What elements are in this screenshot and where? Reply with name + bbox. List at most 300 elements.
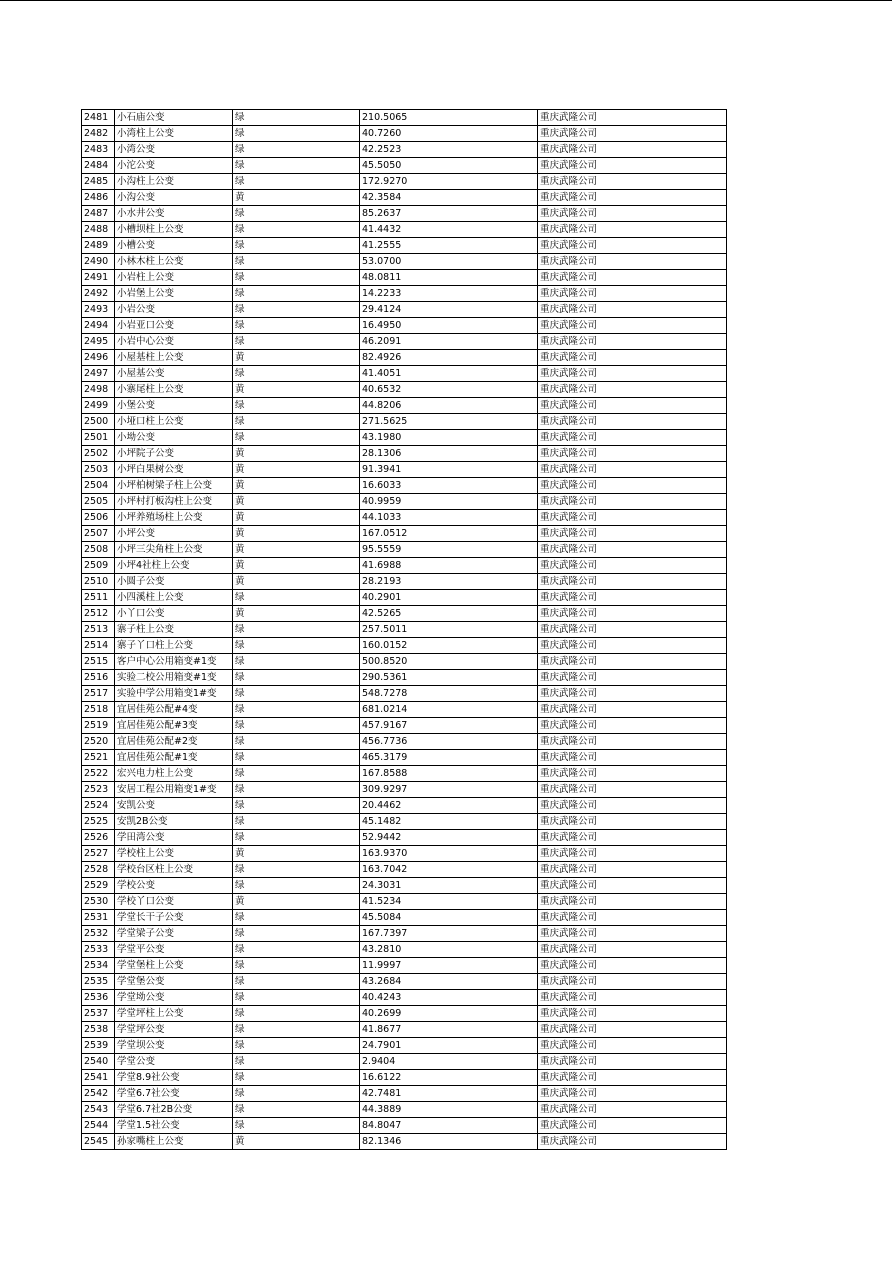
row-number-cell: 2528 xyxy=(82,862,115,878)
row-number-cell: 2506 xyxy=(82,510,115,526)
value-cell: 2.9404 xyxy=(360,1054,538,1070)
table-row xyxy=(82,990,727,1006)
transformer-name-cell: 小丫口公变 xyxy=(115,606,233,622)
row-number-cell: 2530 xyxy=(82,894,115,910)
status-color-cell: 绿 xyxy=(233,1022,360,1038)
table-row xyxy=(82,958,727,974)
row-number-cell: 2533 xyxy=(82,942,115,958)
status-color-cell: 绿 xyxy=(233,638,360,654)
table-row xyxy=(82,942,727,958)
table-row xyxy=(82,894,727,910)
row-number-cell: 2523 xyxy=(82,782,115,798)
status-color-cell: 绿 xyxy=(233,270,360,286)
row-number-cell: 2502 xyxy=(82,446,115,462)
company-cell: 重庆武隆公司 xyxy=(538,494,727,510)
row-number-cell: 2513 xyxy=(82,622,115,638)
value-cell: 43.2684 xyxy=(360,974,538,990)
transformer-name-cell: 客户中心公用箱变#1变 xyxy=(115,654,233,670)
company-cell: 重庆武隆公司 xyxy=(538,526,727,542)
table-row xyxy=(82,334,727,350)
value-cell: 500.8520 xyxy=(360,654,538,670)
row-number-cell: 2496 xyxy=(82,350,115,366)
status-color-cell: 绿 xyxy=(233,974,360,990)
value-cell: 41.5234 xyxy=(360,894,538,910)
status-color-cell: 绿 xyxy=(233,830,360,846)
table-row xyxy=(82,286,727,302)
transformer-name-cell: 寨子丫口柱上公变 xyxy=(115,638,233,654)
company-cell: 重庆武隆公司 xyxy=(538,222,727,238)
value-cell: 82.1346 xyxy=(360,1134,538,1150)
company-cell: 重庆武隆公司 xyxy=(538,702,727,718)
company-cell: 重庆武隆公司 xyxy=(538,766,727,782)
company-cell: 重庆武隆公司 xyxy=(538,318,727,334)
company-cell: 重庆武隆公司 xyxy=(538,974,727,990)
status-color-cell: 绿 xyxy=(233,238,360,254)
transformer-name-cell: 宏兴电力柱上公变 xyxy=(115,766,233,782)
table-row xyxy=(82,238,727,254)
status-color-cell: 绿 xyxy=(233,398,360,414)
transformer-name-cell: 学堂6.7社2B公变 xyxy=(115,1102,233,1118)
row-number-cell: 2492 xyxy=(82,286,115,302)
company-cell: 重庆武隆公司 xyxy=(538,926,727,942)
value-cell: 45.5050 xyxy=(360,158,538,174)
transformer-name-cell: 宜居佳苑公配#3变 xyxy=(115,718,233,734)
status-color-cell: 黄 xyxy=(233,446,360,462)
row-number-cell: 2485 xyxy=(82,174,115,190)
value-cell: 20.4462 xyxy=(360,798,538,814)
value-cell: 46.2091 xyxy=(360,334,538,350)
company-cell: 重庆武隆公司 xyxy=(538,750,727,766)
status-color-cell: 绿 xyxy=(233,622,360,638)
row-number-cell: 2486 xyxy=(82,190,115,206)
status-color-cell: 绿 xyxy=(233,590,360,606)
row-number-cell: 2495 xyxy=(82,334,115,350)
value-cell: 210.5065 xyxy=(360,110,538,126)
status-color-cell: 绿 xyxy=(233,750,360,766)
row-number-cell: 2501 xyxy=(82,430,115,446)
value-cell: 28.1306 xyxy=(360,446,538,462)
value-cell: 167.7397 xyxy=(360,926,538,942)
company-cell: 重庆武隆公司 xyxy=(538,1086,727,1102)
value-cell: 28.2193 xyxy=(360,574,538,590)
transformer-name-cell: 小岩亚口公变 xyxy=(115,318,233,334)
transformer-name-cell: 学堂长干子公变 xyxy=(115,910,233,926)
transformer-name-cell: 小坪柏树梁子柱上公变 xyxy=(115,478,233,494)
status-color-cell: 绿 xyxy=(233,910,360,926)
company-cell: 重庆武隆公司 xyxy=(538,302,727,318)
row-number-cell: 2484 xyxy=(82,158,115,174)
table-row xyxy=(82,542,727,558)
table-row xyxy=(82,766,727,782)
table-row xyxy=(82,190,727,206)
status-color-cell: 绿 xyxy=(233,670,360,686)
row-number-cell: 2508 xyxy=(82,542,115,558)
transformer-name-cell: 小沟公变 xyxy=(115,190,233,206)
status-color-cell: 绿 xyxy=(233,734,360,750)
row-number-cell: 2482 xyxy=(82,126,115,142)
transformer-name-cell: 小湾柱上公变 xyxy=(115,126,233,142)
transformer-name-cell: 小岩公变 xyxy=(115,302,233,318)
transformer-name-cell: 小坪三尖角柱上公变 xyxy=(115,542,233,558)
value-cell: 42.3584 xyxy=(360,190,538,206)
value-cell: 548.7278 xyxy=(360,686,538,702)
status-color-cell: 黄 xyxy=(233,574,360,590)
row-number-cell: 2531 xyxy=(82,910,115,926)
table-row xyxy=(82,350,727,366)
company-cell: 重庆武隆公司 xyxy=(538,238,727,254)
status-color-cell: 黄 xyxy=(233,478,360,494)
value-cell: 16.4950 xyxy=(360,318,538,334)
row-number-cell: 2535 xyxy=(82,974,115,990)
company-cell: 重庆武隆公司 xyxy=(538,606,727,622)
company-cell: 重庆武隆公司 xyxy=(538,734,727,750)
status-color-cell: 绿 xyxy=(233,926,360,942)
transformer-name-cell: 小屋基公变 xyxy=(115,366,233,382)
transformer-name-cell: 小槽坝柱上公变 xyxy=(115,222,233,238)
row-number-cell: 2521 xyxy=(82,750,115,766)
company-cell: 重庆武隆公司 xyxy=(538,1054,727,1070)
row-number-cell: 2518 xyxy=(82,702,115,718)
value-cell: 24.7901 xyxy=(360,1038,538,1054)
table-row xyxy=(82,670,727,686)
status-color-cell: 黄 xyxy=(233,526,360,542)
table-row xyxy=(82,302,727,318)
table-body xyxy=(82,110,727,1150)
transformer-name-cell: 小堡公变 xyxy=(115,398,233,414)
value-cell: 45.5084 xyxy=(360,910,538,926)
company-cell: 重庆武隆公司 xyxy=(538,894,727,910)
status-color-cell: 绿 xyxy=(233,990,360,1006)
value-cell: 44.8206 xyxy=(360,398,538,414)
table-row xyxy=(82,974,727,990)
value-cell: 42.5265 xyxy=(360,606,538,622)
value-cell: 45.1482 xyxy=(360,814,538,830)
table-row xyxy=(82,142,727,158)
status-color-cell: 绿 xyxy=(233,814,360,830)
value-cell: 41.8677 xyxy=(360,1022,538,1038)
status-color-cell: 黄 xyxy=(233,558,360,574)
value-cell: 42.2523 xyxy=(360,142,538,158)
company-cell: 重庆武隆公司 xyxy=(538,110,727,126)
company-cell: 重庆武隆公司 xyxy=(538,910,727,926)
row-number-cell: 2541 xyxy=(82,1070,115,1086)
company-cell: 重庆武隆公司 xyxy=(538,814,727,830)
table-row xyxy=(82,926,727,942)
table-row xyxy=(82,462,727,478)
table-row xyxy=(82,734,727,750)
table-row xyxy=(82,206,727,222)
company-cell: 重庆武隆公司 xyxy=(538,350,727,366)
status-color-cell: 绿 xyxy=(233,126,360,142)
table-row xyxy=(82,1102,727,1118)
transformer-name-cell: 小沱公变 xyxy=(115,158,233,174)
row-number-cell: 2504 xyxy=(82,478,115,494)
value-cell: 43.1980 xyxy=(360,430,538,446)
status-color-cell: 绿 xyxy=(233,222,360,238)
value-cell: 16.6122 xyxy=(360,1070,538,1086)
value-cell: 41.4432 xyxy=(360,222,538,238)
table-row xyxy=(82,382,727,398)
transformer-name-cell: 孙家嘴柱上公变 xyxy=(115,1134,233,1150)
value-cell: 11.9997 xyxy=(360,958,538,974)
transformer-name-cell: 小坪白果树公变 xyxy=(115,462,233,478)
company-cell: 重庆武隆公司 xyxy=(538,174,727,190)
status-color-cell: 黄 xyxy=(233,350,360,366)
company-cell: 重庆武隆公司 xyxy=(538,622,727,638)
row-number-cell: 2527 xyxy=(82,846,115,862)
row-number-cell: 2497 xyxy=(82,366,115,382)
table-row xyxy=(82,686,727,702)
status-color-cell: 黄 xyxy=(233,846,360,862)
page-top-rule xyxy=(0,0,892,1)
row-number-cell: 2517 xyxy=(82,686,115,702)
company-cell: 重庆武隆公司 xyxy=(538,574,727,590)
value-cell: 95.5559 xyxy=(360,542,538,558)
status-color-cell: 绿 xyxy=(233,430,360,446)
transformer-name-cell: 学校公变 xyxy=(115,878,233,894)
table-row xyxy=(82,750,727,766)
transformer-name-cell: 学校台区柱上公变 xyxy=(115,862,233,878)
company-cell: 重庆武隆公司 xyxy=(538,654,727,670)
row-number-cell: 2498 xyxy=(82,382,115,398)
row-number-cell: 2539 xyxy=(82,1038,115,1054)
status-color-cell: 绿 xyxy=(233,958,360,974)
status-color-cell: 绿 xyxy=(233,366,360,382)
table-row xyxy=(82,606,727,622)
transformer-name-cell: 小垭口柱上公变 xyxy=(115,414,233,430)
value-cell: 465.3179 xyxy=(360,750,538,766)
company-cell: 重庆武隆公司 xyxy=(538,718,727,734)
value-cell: 16.6033 xyxy=(360,478,538,494)
status-color-cell: 绿 xyxy=(233,334,360,350)
transformer-name-cell: 安凯2B公变 xyxy=(115,814,233,830)
status-color-cell: 黄 xyxy=(233,510,360,526)
table-row xyxy=(82,782,727,798)
row-number-cell: 2534 xyxy=(82,958,115,974)
table-row xyxy=(82,862,727,878)
table-row xyxy=(82,702,727,718)
row-number-cell: 2522 xyxy=(82,766,115,782)
table-row xyxy=(82,1054,727,1070)
status-color-cell: 绿 xyxy=(233,318,360,334)
status-color-cell: 绿 xyxy=(233,702,360,718)
table-row xyxy=(82,430,727,446)
company-cell: 重庆武隆公司 xyxy=(538,126,727,142)
status-color-cell: 绿 xyxy=(233,1070,360,1086)
row-number-cell: 2538 xyxy=(82,1022,115,1038)
value-cell: 257.5011 xyxy=(360,622,538,638)
table-row xyxy=(82,510,727,526)
row-number-cell: 2481 xyxy=(82,110,115,126)
status-color-cell: 绿 xyxy=(233,862,360,878)
row-number-cell: 2515 xyxy=(82,654,115,670)
value-cell: 43.2810 xyxy=(360,942,538,958)
company-cell: 重庆武隆公司 xyxy=(538,830,727,846)
value-cell: 163.9370 xyxy=(360,846,538,862)
company-cell: 重庆武隆公司 xyxy=(538,142,727,158)
status-color-cell: 绿 xyxy=(233,878,360,894)
company-cell: 重庆武隆公司 xyxy=(538,478,727,494)
company-cell: 重庆武隆公司 xyxy=(538,1070,727,1086)
transformer-name-cell: 小沟柱上公变 xyxy=(115,174,233,190)
row-number-cell: 2487 xyxy=(82,206,115,222)
row-number-cell: 2529 xyxy=(82,878,115,894)
company-cell: 重庆武隆公司 xyxy=(538,558,727,574)
value-cell: 82.4926 xyxy=(360,350,538,366)
table-row xyxy=(82,1038,727,1054)
transformer-name-cell: 学堂公变 xyxy=(115,1054,233,1070)
company-cell: 重庆武隆公司 xyxy=(538,942,727,958)
table-row xyxy=(82,1134,727,1150)
table-row xyxy=(82,846,727,862)
transformer-name-cell: 小坪村打板沟柱上公变 xyxy=(115,494,233,510)
company-cell: 重庆武隆公司 xyxy=(538,190,727,206)
transformer-name-cell: 学田湾公变 xyxy=(115,830,233,846)
transformer-name-cell: 小屋基柱上公变 xyxy=(115,350,233,366)
status-color-cell: 绿 xyxy=(233,782,360,798)
table-row xyxy=(82,110,727,126)
transformer-name-cell: 学堂8.9社公变 xyxy=(115,1070,233,1086)
transformer-name-cell: 小圆子公变 xyxy=(115,574,233,590)
value-cell: 91.3941 xyxy=(360,462,538,478)
row-number-cell: 2525 xyxy=(82,814,115,830)
company-cell: 重庆武隆公司 xyxy=(538,670,727,686)
row-number-cell: 2519 xyxy=(82,718,115,734)
transformer-name-cell: 学堂坪公变 xyxy=(115,1022,233,1038)
value-cell: 681.0214 xyxy=(360,702,538,718)
value-cell: 172.9270 xyxy=(360,174,538,190)
row-number-cell: 2532 xyxy=(82,926,115,942)
company-cell: 重庆武隆公司 xyxy=(538,1102,727,1118)
row-number-cell: 2509 xyxy=(82,558,115,574)
company-cell: 重庆武隆公司 xyxy=(538,686,727,702)
transformer-name-cell: 宜居佳苑公配#2变 xyxy=(115,734,233,750)
status-color-cell: 黄 xyxy=(233,606,360,622)
company-cell: 重庆武隆公司 xyxy=(538,398,727,414)
company-cell: 重庆武隆公司 xyxy=(538,510,727,526)
row-number-cell: 2505 xyxy=(82,494,115,510)
table-row xyxy=(82,222,727,238)
table-row xyxy=(82,1006,727,1022)
table-row xyxy=(82,798,727,814)
company-cell: 重庆武隆公司 xyxy=(538,846,727,862)
company-cell: 重庆武隆公司 xyxy=(538,798,727,814)
transformer-name-cell: 小坪4社柱上公变 xyxy=(115,558,233,574)
table-row xyxy=(82,398,727,414)
transformer-name-cell: 学校丫口公变 xyxy=(115,894,233,910)
company-cell: 重庆武隆公司 xyxy=(538,590,727,606)
value-cell: 53.0700 xyxy=(360,254,538,270)
transformer-name-cell: 学堂1.5社公变 xyxy=(115,1118,233,1134)
table-row xyxy=(82,1022,727,1038)
row-number-cell: 2500 xyxy=(82,414,115,430)
status-color-cell: 黄 xyxy=(233,1134,360,1150)
value-cell: 163.7042 xyxy=(360,862,538,878)
table-row xyxy=(82,158,727,174)
transformer-name-cell: 实验二校公用箱变#1变 xyxy=(115,670,233,686)
company-cell: 重庆武隆公司 xyxy=(538,270,727,286)
value-cell: 41.6988 xyxy=(360,558,538,574)
row-number-cell: 2526 xyxy=(82,830,115,846)
row-number-cell: 2510 xyxy=(82,574,115,590)
row-number-cell: 2540 xyxy=(82,1054,115,1070)
company-cell: 重庆武隆公司 xyxy=(538,878,727,894)
transformer-name-cell: 小岩堡上公变 xyxy=(115,286,233,302)
transformer-name-cell: 小四溪柱上公变 xyxy=(115,590,233,606)
status-color-cell: 绿 xyxy=(233,414,360,430)
status-color-cell: 绿 xyxy=(233,174,360,190)
status-color-cell: 绿 xyxy=(233,254,360,270)
value-cell: 14.2233 xyxy=(360,286,538,302)
value-cell: 40.2901 xyxy=(360,590,538,606)
table-row xyxy=(82,478,727,494)
status-color-cell: 绿 xyxy=(233,1038,360,1054)
transformer-name-cell: 安凯公变 xyxy=(115,798,233,814)
transformer-name-cell: 寨子柱上公变 xyxy=(115,622,233,638)
transformer-name-cell: 安居工程公用箱变1#变 xyxy=(115,782,233,798)
transformer-name-cell: 学堂坪柱上公变 xyxy=(115,1006,233,1022)
status-color-cell: 绿 xyxy=(233,654,360,670)
status-color-cell: 绿 xyxy=(233,718,360,734)
status-color-cell: 黄 xyxy=(233,542,360,558)
status-color-cell: 绿 xyxy=(233,1054,360,1070)
table-row xyxy=(82,446,727,462)
status-color-cell: 绿 xyxy=(233,1118,360,1134)
company-cell: 重庆武隆公司 xyxy=(538,1022,727,1038)
table-row xyxy=(82,830,727,846)
value-cell: 40.9959 xyxy=(360,494,538,510)
row-number-cell: 2511 xyxy=(82,590,115,606)
company-cell: 重庆武隆公司 xyxy=(538,206,727,222)
company-cell: 重庆武隆公司 xyxy=(538,1118,727,1134)
transformer-table xyxy=(81,109,727,1150)
row-number-cell: 2499 xyxy=(82,398,115,414)
company-cell: 重庆武隆公司 xyxy=(538,782,727,798)
table-row xyxy=(82,174,727,190)
table-row xyxy=(82,558,727,574)
company-cell: 重庆武隆公司 xyxy=(538,542,727,558)
status-color-cell: 绿 xyxy=(233,686,360,702)
value-cell: 167.8588 xyxy=(360,766,538,782)
transformer-name-cell: 小林木柱上公变 xyxy=(115,254,233,270)
transformer-name-cell: 学校柱上公变 xyxy=(115,846,233,862)
company-cell: 重庆武隆公司 xyxy=(538,1006,727,1022)
company-cell: 重庆武隆公司 xyxy=(538,462,727,478)
company-cell: 重庆武隆公司 xyxy=(538,158,727,174)
row-number-cell: 2514 xyxy=(82,638,115,654)
row-number-cell: 2494 xyxy=(82,318,115,334)
table-row xyxy=(82,590,727,606)
transformer-name-cell: 学堂堡柱上公变 xyxy=(115,958,233,974)
status-color-cell: 绿 xyxy=(233,1102,360,1118)
transformer-name-cell: 小槽公变 xyxy=(115,238,233,254)
company-cell: 重庆武隆公司 xyxy=(538,1038,727,1054)
transformer-name-cell: 学堂梁子公变 xyxy=(115,926,233,942)
row-number-cell: 2543 xyxy=(82,1102,115,1118)
value-cell: 457.9167 xyxy=(360,718,538,734)
table-row xyxy=(82,718,727,734)
transformer-name-cell: 宜居佳苑公配#4变 xyxy=(115,702,233,718)
table-row xyxy=(82,622,727,638)
row-number-cell: 2520 xyxy=(82,734,115,750)
row-number-cell: 2512 xyxy=(82,606,115,622)
transformer-name-cell: 学堂坝公变 xyxy=(115,1038,233,1054)
transformer-name-cell: 学堂坳公变 xyxy=(115,990,233,1006)
status-color-cell: 绿 xyxy=(233,1086,360,1102)
status-color-cell: 绿 xyxy=(233,798,360,814)
company-cell: 重庆武隆公司 xyxy=(538,990,727,1006)
transformer-name-cell: 小坳公变 xyxy=(115,430,233,446)
